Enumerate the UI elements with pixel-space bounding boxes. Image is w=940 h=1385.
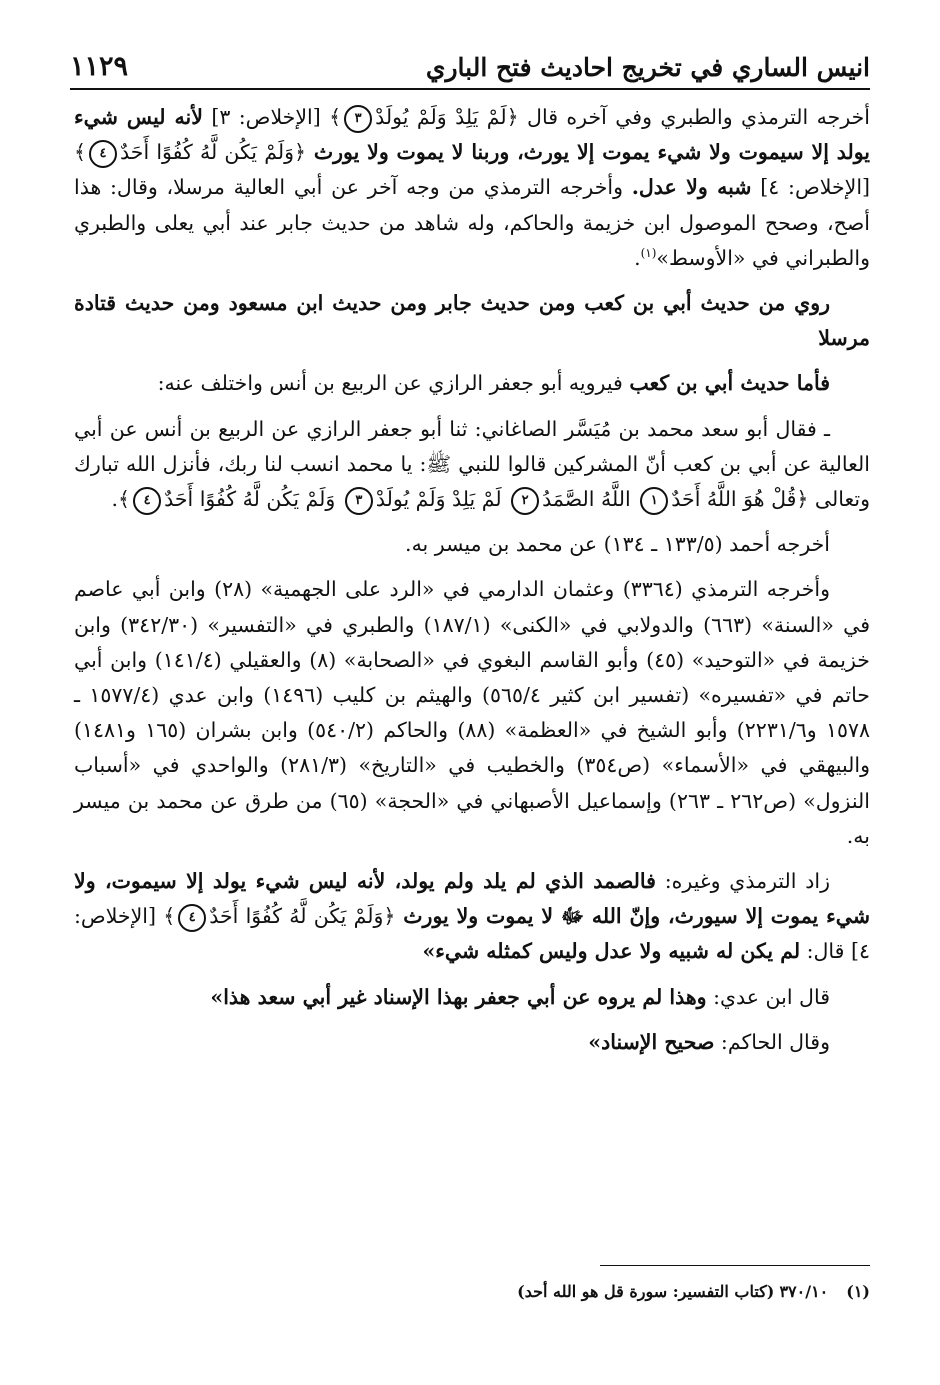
footnote-divider <box>600 1265 870 1266</box>
ayah-number-marker: ٣ <box>344 105 372 133</box>
bold-text: شبه ولا عدل. <box>631 175 752 200</box>
bold-text: روي من حديث أبي بن كعب ومن حديث جابر ومن حديث ابن مسعود ومن حديث قتادة مرسلا <box>74 291 870 351</box>
footnote-text: (كتاب التفسير: سورة قل هو الله أحد) <box>517 1282 775 1301</box>
text-run: [الإخلاص: ٣] <box>202 105 330 129</box>
quran-verse-text: لَمْ يَلِدْ وَلَمْ يُولَدْ <box>375 487 509 512</box>
book-title: انيس الساري في تخريج احاديث فتح الباري <box>425 53 870 82</box>
bold-text: لأنه ليس شيء يولد إلا سيموت ولا شيء يموت إلا يورث، وربنا لا يموت ولا يورث <box>74 105 871 165</box>
body-paragraph <box>74 980 870 1015</box>
text-run: وقال الحاكم: <box>714 1029 830 1054</box>
page-body <box>74 100 870 1060</box>
body-paragraph <box>74 1025 870 1060</box>
text-run: [الإخلاص: ٤] <box>751 175 871 200</box>
quran-verse-text: ﴿وَلَمْ يَكُن لَّهُ كُفُوًا أَحَدٌ <box>120 140 307 165</box>
text-run: فيرويه أبو جعفر الرازي عن الربيع بن أنس واختلف عنه: <box>157 371 630 396</box>
footnotes <box>74 1278 870 1306</box>
ayah-number-marker: ٢ <box>511 487 539 515</box>
quran-verse-text: وَلَمْ يَكُن لَّهُ كُفُوًا أَحَدٌ <box>164 487 342 512</box>
footnote-line <box>74 1278 870 1306</box>
text-run: [الإخلاص: ٤] قال: <box>74 904 870 964</box>
quran-verse-text: ﴾ <box>163 904 176 929</box>
bold-text: وهذا لم يروه عن أبي جعفر بهذا الإسناد غير أبي سعد هذا» <box>210 984 707 1009</box>
ayah-number-marker: ١ <box>640 487 668 515</box>
body-paragraph <box>74 572 870 854</box>
quran-verse-text: ﴿وَلَمْ يَكُن لَّهُ كُفُوًا أَحَدٌ <box>209 904 396 929</box>
footnote-citation: ٣٧٠/١٠ <box>779 1282 829 1301</box>
bold-text: فالصمد الذي لم يلد ولم يولد، لأنه ليس شيء يولد إلا سيموت، ولا شيء يموت إلا سيورث، وإنّ الله ﷻ لا يموت ولا يورث <box>74 869 871 929</box>
body-paragraph <box>74 864 870 970</box>
text-run: أخرجه الترمذي والطبري وفي آخره قال <box>518 105 871 129</box>
body-paragraph <box>74 100 870 276</box>
text-run: ـ فقال أبو سعد محمد بن مُيَسَّر الصاغاني: ثنا أبو جعفر الرازي عن الربيع بن أنس عن أبي العالية عن أبي بن كعب أنّ المشركين قالوا للنبي ﷺ: يا محمد انسب لنا ربك، فأنزل الله تبارك وتعالى <box>74 416 870 512</box>
footnote-number: (١) <box>846 1282 870 1301</box>
quran-verse-text: ﴾ <box>74 140 87 165</box>
text-run: زاد الترمذي وغيره: <box>655 869 831 894</box>
page-header <box>70 36 870 90</box>
body-paragraph <box>74 286 870 356</box>
ayah-number-marker: ٤ <box>133 487 161 515</box>
body-paragraph <box>74 412 870 518</box>
bold-text: فأما حديث أبي بن كعب <box>629 371 830 396</box>
quran-verse-text: اللَّهُ الصَّمَدُ <box>542 487 638 512</box>
body-paragraph <box>74 527 870 562</box>
bold-text: صحيح الإسناد» <box>588 1029 715 1054</box>
ayah-number-marker: ٤ <box>178 904 206 932</box>
text-run: وأخرجه الترمذي من وجه آخر عن أبي العالية مرسلا، وقال: هذا أصح، وصحح الموصول ابن خزيمة والحاكم، وله شاهد من حديث جابر عند أبي يعلى والطبري والطبراني في «الأوسط» <box>74 175 870 270</box>
quran-verse-text: ﴾ <box>329 105 342 129</box>
quran-verse-text: ﴿قُلْ هُوَ اللَّهُ أَحَدٌ <box>671 487 809 512</box>
ayah-number-marker: ٤ <box>89 140 117 168</box>
text-run: أخرجه أحمد (١٣٣/٥ ـ ١٣٤) عن محمد بن ميسر به. <box>405 532 830 557</box>
footnote-reference: (١) <box>640 245 657 260</box>
ayah-number-marker: ٣ <box>345 487 373 515</box>
page-number: ١١٢٩ <box>70 51 129 82</box>
text-run: . <box>634 245 641 270</box>
text-run: قال ابن عدي: <box>706 984 830 1009</box>
quran-verse-text: ﴿لَمْ يَلِدْ وَلَمْ يُولَدْ <box>375 105 519 129</box>
body-paragraph <box>74 366 870 401</box>
bold-text: لم يكن له شبيه ولا عدل وليس كمثله شيء» <box>422 939 801 964</box>
quran-verse-text: ﴾. <box>111 487 131 512</box>
text-run: وأخرجه الترمذي (٣٣٦٤) وعثمان الدارمي في «الرد على الجهمية» (٢٨) وابن أبي عاصم في «السنة» (٦٦٣) والدولابي في «الكنى» (١٨٧/١) والطبري في «التفسير» (٣٤٢/٣٠) وابن خزيمة في «التوحيد» (٤٥) وأبو القاسم البغوي في «الصحابة» (٨) والعقيلي (١٤١/٤) وابن أبي حاتم في «تفسيره» (تفسير ابن كثير ٥٦٥/٤) والهيثم بن كليب (١٤٩٦) وابن عدي (١٥٧٧/٤ ـ ١٥٧٨ و٢٢٣١/٦) وأبو الشيخ في «العظمة» (٨٨) والحاكم (٥٤٠/٢) وابن بشران (١٦٥ و١٤٨١) والبيهقي في «الأسماء» (ص٣٥٤) والخطيب في «التاريخ» (٢٨١/٣) والواحدي في «أسباب النزول» (ص٢٦٢ ـ ٢٦٣) وإسماعيل الأصبهاني في «الحجة» (٦٥) من طرق عن محمد بن ميسر به. <box>74 577 871 848</box>
